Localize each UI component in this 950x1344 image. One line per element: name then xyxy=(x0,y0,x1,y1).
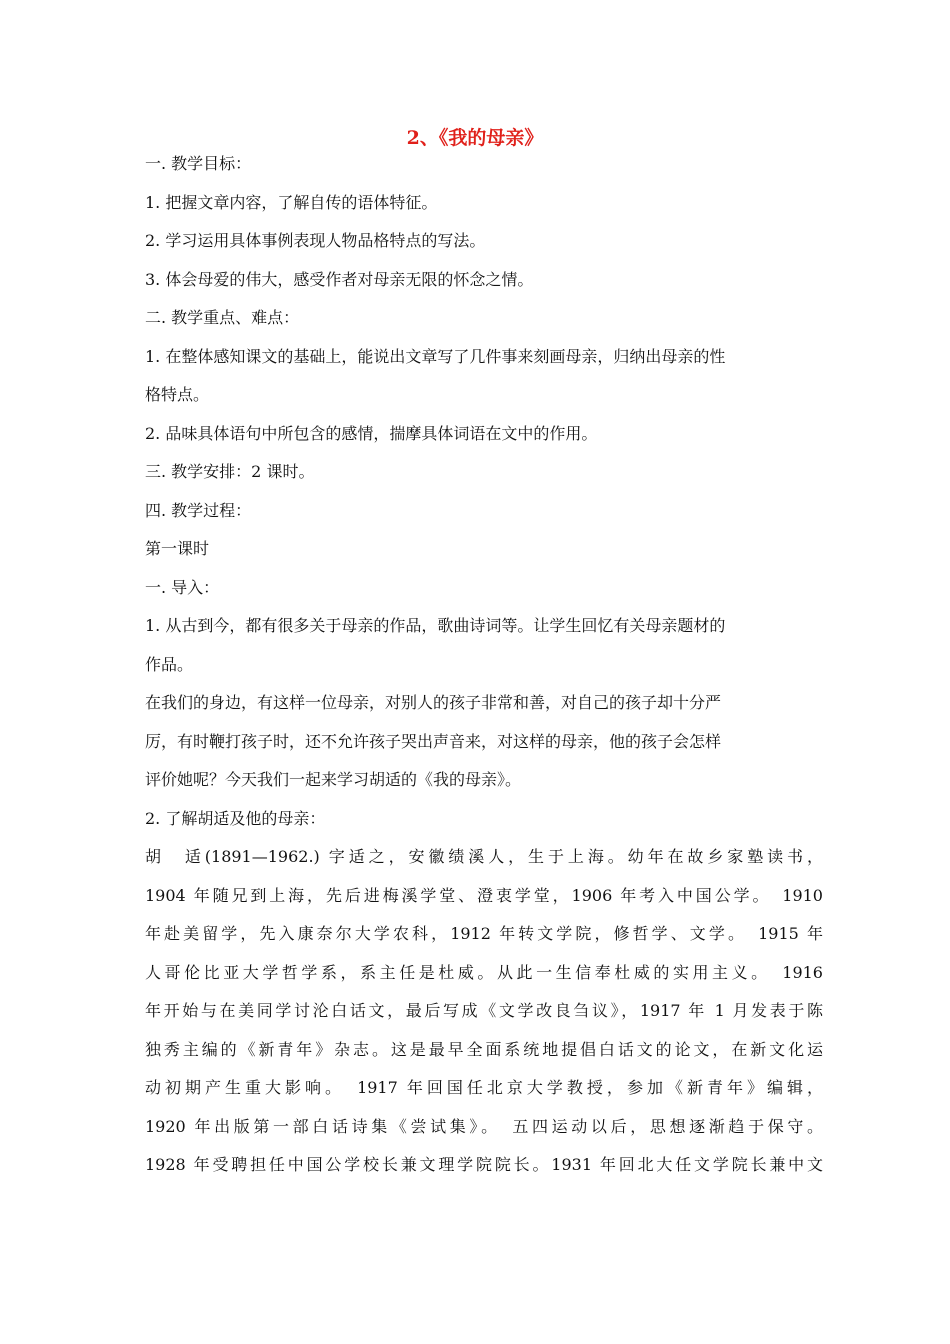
document-body xyxy=(145,145,823,1185)
text-line: 二. 教学重点、难点： xyxy=(145,308,300,327)
text-line: 2. 了解胡适及他的母亲： xyxy=(145,808,326,828)
text-line: 1920 年出版第一部白话诗集《尝试集》。 五四运动以后，思想逐渐趋于保守。 xyxy=(145,1116,823,1136)
text-line: 1. 从古到今，都有很多关于母亲的作品，歌曲诗词等。让学生回忆有关母亲题材的 xyxy=(145,616,726,635)
text-line: 三. 教学安排：2 课时。 xyxy=(145,462,315,481)
text-line: 2. 学习运用具体事例表现人物品格特点的写法。 xyxy=(145,231,486,250)
text-line: 独秀主编的《新青年》杂志。这是最早全面系统地提倡白话文的论文，在新文化运 xyxy=(145,1039,823,1059)
text-line: 评价她呢？今天我们一起来学习胡适的《我的母亲》。 xyxy=(145,770,522,789)
text-line: 2. 品味具体语句中所包含的感情，揣摩具体词语在文中的作用。 xyxy=(145,423,598,443)
text-line: 动初期产生重大影响。 1917 年回国任北京大学教授，参加《新青年》编辑， xyxy=(145,1078,823,1097)
text-line: 在我们的身边，有这样一位母亲，对别人的孩子非常和善，对自己的孩子却十分严 xyxy=(145,693,722,712)
text-line: 胡 适(1891—1962.) 字适之，安徽绩溪人，生于上海。幼年在故乡家塾读书， xyxy=(145,847,823,866)
text-line: 1. 把握文章内容，了解自传的语体特征。 xyxy=(145,192,438,212)
text-line: 人哥伦比亚大学哲学系，系主任是杜威。从此一生信奉杜威的实用主义。 1916 xyxy=(145,962,823,982)
document-title: 2、《我的母亲》 xyxy=(406,127,544,149)
text-line: 厉，有时鞭打孩子时，还不允许孩子哭出声音来，对这样的母亲，他的孩子会怎样 xyxy=(145,731,722,751)
text-line: 第一课时 xyxy=(145,539,210,558)
text-line: 四. 教学过程： xyxy=(145,500,252,520)
text-line: 一. 教学目标： xyxy=(145,154,252,173)
text-line: 1904 年随兄到上海，先后进梅溪学堂、澄衷学堂，1906 年考入中国公学。 1910 xyxy=(145,885,823,905)
text-line: 格特点。 xyxy=(145,385,210,404)
text-line: 1. 在整体感知课文的基础上，能说出文章写了几件事来刻画母亲，归纳出母亲的性 xyxy=(145,346,726,366)
text-line: 年赴美留学，先入康奈尔大学农科，1912 年转文学院，修哲学、文学。 1915 年 xyxy=(145,924,823,943)
text-line: 3. 体会母爱的伟大，感受作者对母亲无限的怀念之情。 xyxy=(145,269,534,289)
text-line: 年开始与在美同学讨沦白话文，最后写成《文学改良刍议》，1917 年 1 月发表于陈 xyxy=(145,1001,823,1020)
text-line: 一. 导入： xyxy=(145,577,220,597)
text-line: 作品。 xyxy=(145,654,194,674)
text-line: 1928 年受聘担任中国公学校长兼文理学院院长。1931 年回北大任文学院长兼中文 xyxy=(145,1155,823,1174)
